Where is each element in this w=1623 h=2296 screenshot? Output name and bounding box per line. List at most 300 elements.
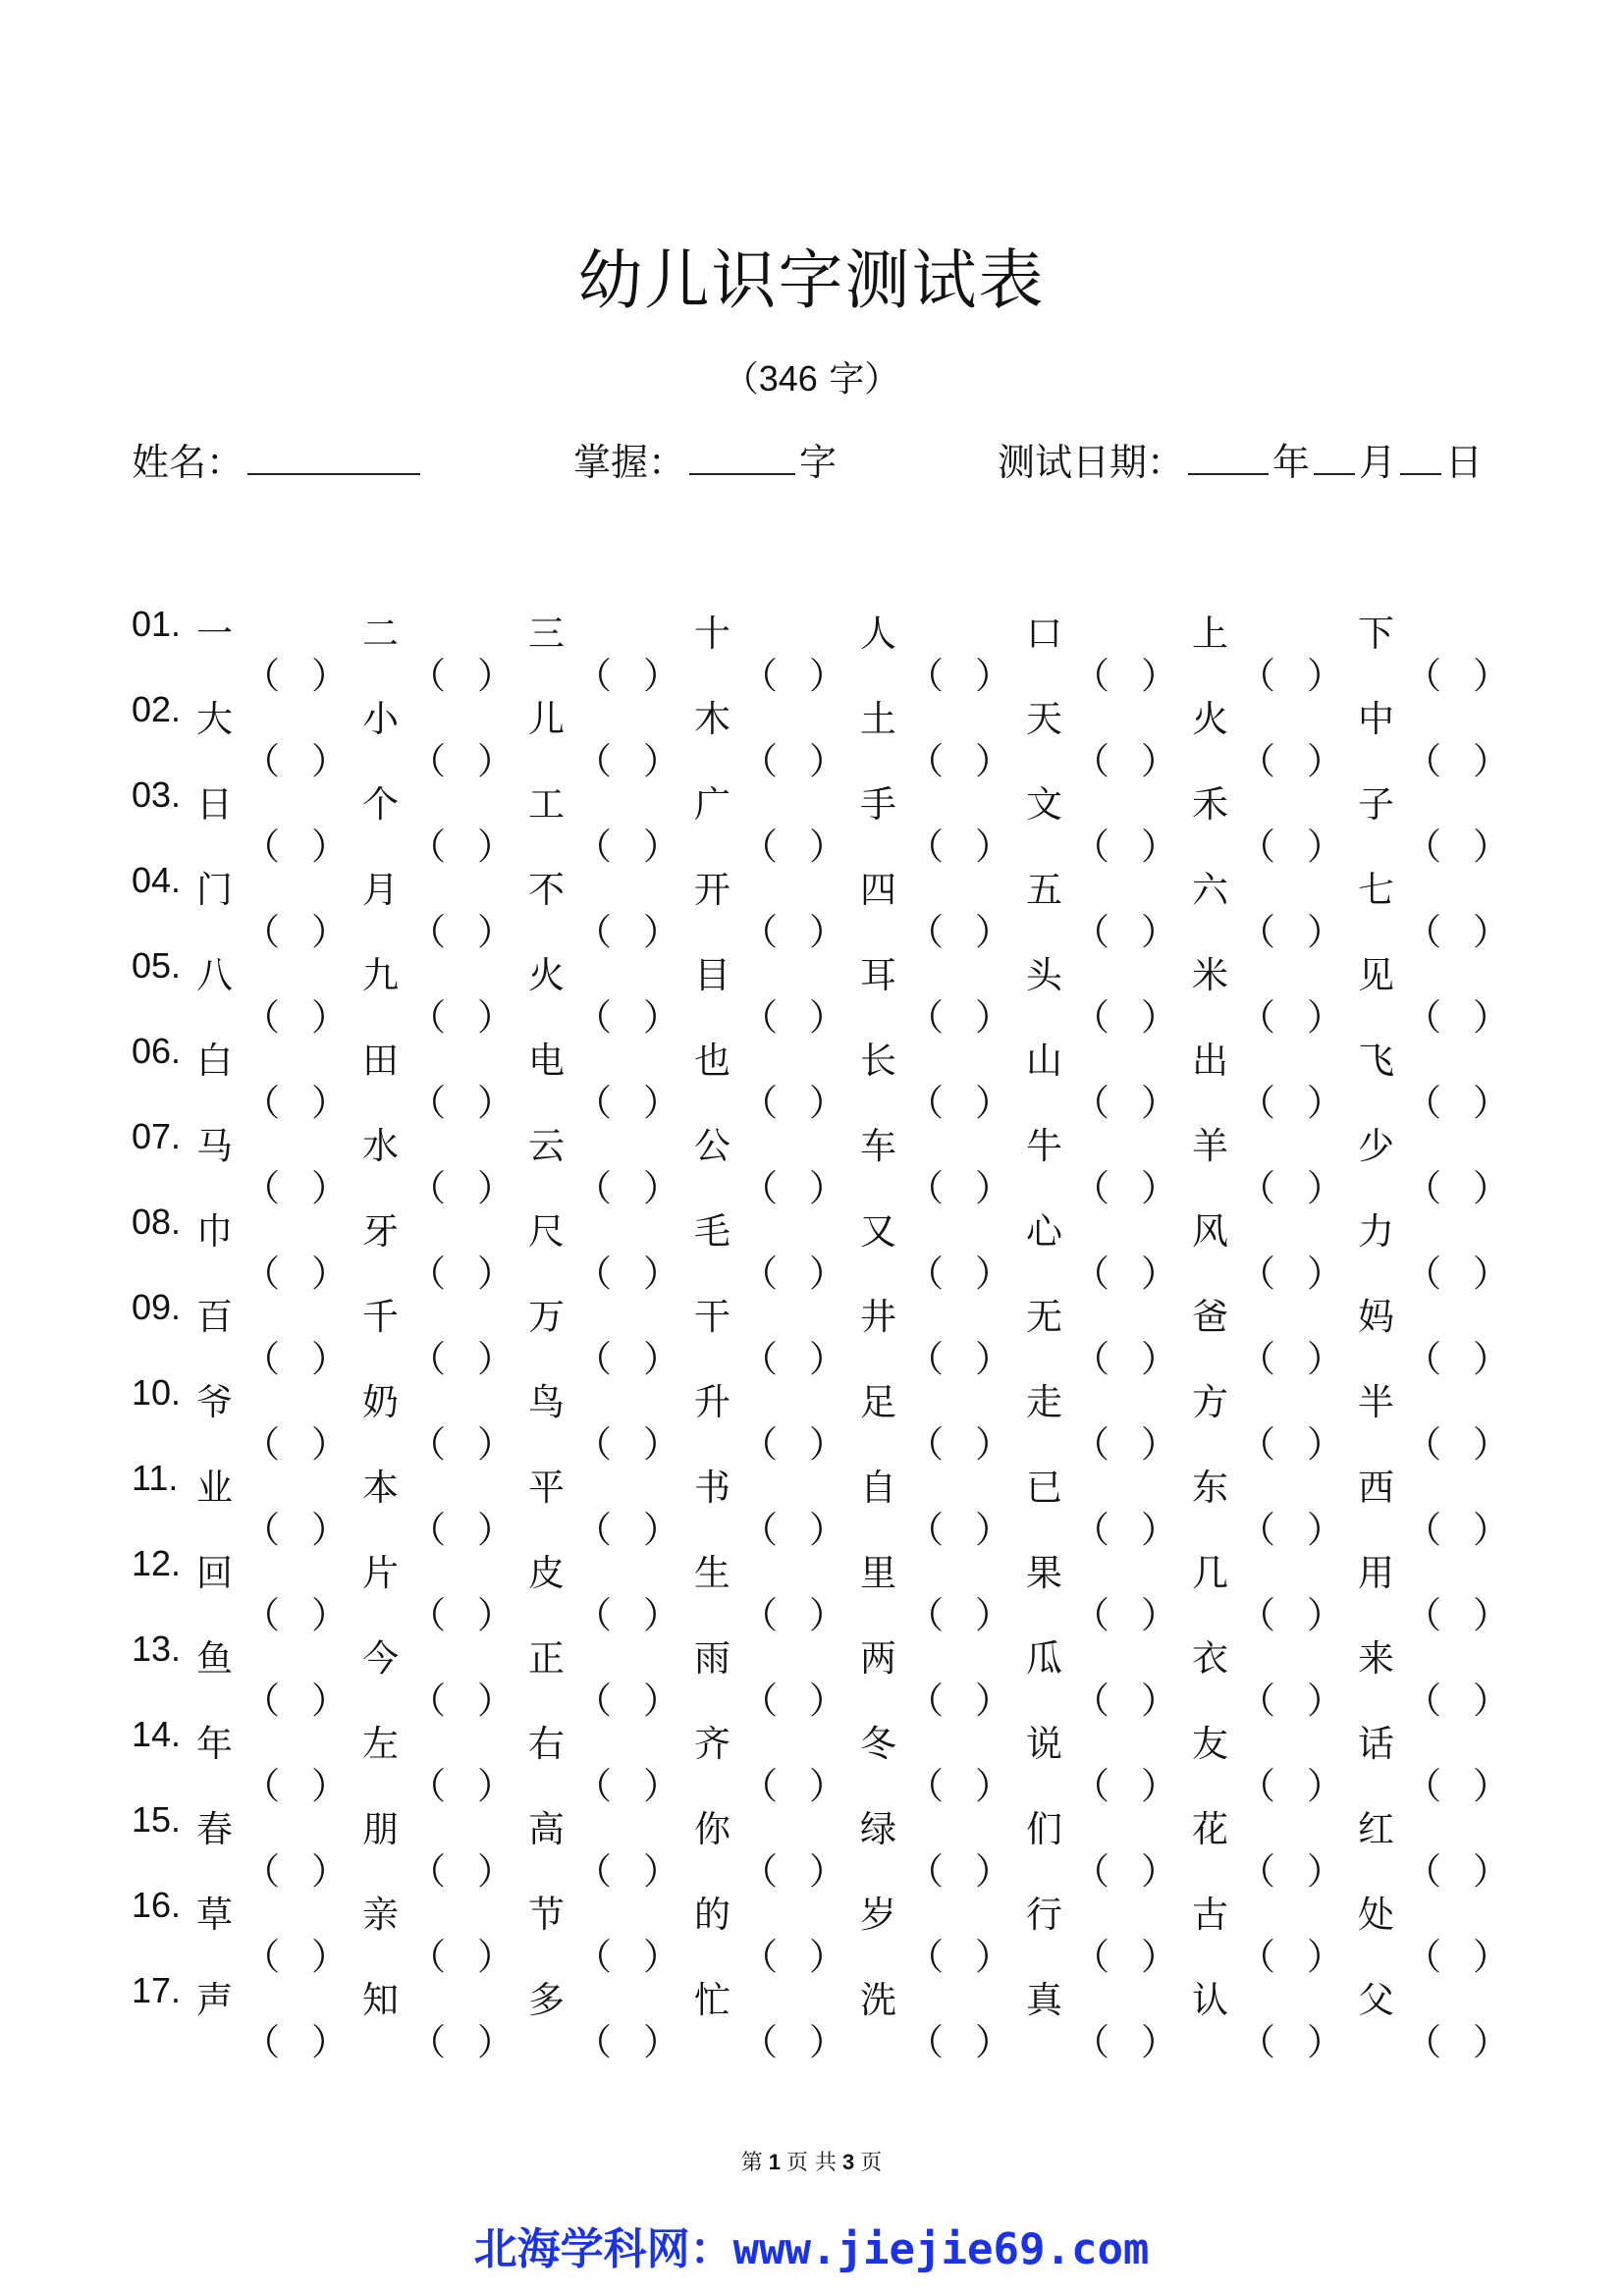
test-character: 大 <box>196 698 233 740</box>
test-character: 真 <box>1026 1979 1062 2021</box>
character-item: 十 （ ） <box>694 604 861 657</box>
character-item: 干 （ ） <box>694 1287 861 1340</box>
test-character: 日 <box>196 783 233 826</box>
test-character: 长 <box>860 1040 896 1082</box>
character-item: 春 （ ） <box>196 1799 363 1852</box>
row-number: 11. <box>132 1458 179 1498</box>
test-character: 妈 <box>1358 1296 1394 1338</box>
test-character: 朋 <box>362 1808 399 1850</box>
test-character: 云 <box>528 1125 565 1167</box>
character-item: 四 （ ） <box>860 860 1027 913</box>
test-character: 千 <box>362 1296 399 1338</box>
test-character: 下 <box>1358 613 1394 655</box>
character-item: 头 （ ） <box>1026 945 1193 998</box>
character-item: 子 （ ） <box>1358 774 1525 828</box>
character-item: 百 （ ） <box>196 1287 363 1340</box>
character-item: 鱼 （ ） <box>196 1629 363 1682</box>
test-character: 冬 <box>860 1723 896 1765</box>
character-item: 方 （ ） <box>1192 1372 1359 1425</box>
info-line <box>132 432 1506 491</box>
character-item: 皮 （ ） <box>528 1543 695 1596</box>
character-item: 齐 （ ） <box>694 1714 861 1767</box>
test-character: 开 <box>694 869 730 911</box>
row-number: 07. <box>132 1116 182 1156</box>
character-item: 口 （ ） <box>1026 604 1193 657</box>
test-character: 风 <box>1192 1210 1228 1253</box>
test-character: 红 <box>1358 1808 1394 1850</box>
character-item: 目 （ ） <box>694 945 861 998</box>
test-character: 禾 <box>1192 783 1228 826</box>
test-character: 火 <box>1192 698 1228 740</box>
test-character: 口 <box>1026 613 1062 655</box>
day-blank[interactable] <box>1400 438 1441 475</box>
test-character: 雨 <box>694 1637 730 1680</box>
row-number: 14. <box>132 1714 182 1754</box>
character-item: 牙 （ ） <box>362 1201 529 1255</box>
row-number: 15. <box>132 1799 182 1840</box>
character-item: 公 （ ） <box>694 1116 861 1169</box>
character-item: 三 （ ） <box>528 604 695 657</box>
row-number: 03. <box>132 774 182 815</box>
test-character: 方 <box>1192 1381 1228 1423</box>
test-character: 片 <box>362 1552 399 1594</box>
character-item: 九 （ ） <box>362 945 529 998</box>
character-item: 工 （ ） <box>528 774 695 828</box>
page-title: 幼儿识字测试表 <box>577 242 1046 318</box>
character-item: 几 （ ） <box>1192 1543 1359 1596</box>
test-character: 生 <box>694 1552 730 1594</box>
test-character: 声 <box>196 1979 233 2021</box>
test-character: 门 <box>196 869 233 911</box>
test-character: 爷 <box>196 1381 233 1423</box>
test-character: 节 <box>528 1894 565 1936</box>
character-item: 古 （ ） <box>1192 1885 1359 1938</box>
test-character: 不 <box>528 869 565 911</box>
test-character: 二 <box>362 613 399 655</box>
character-item: 毛 （ ） <box>694 1201 861 1255</box>
character-item: 长 （ ） <box>860 1031 1027 1084</box>
watermark: 北海学科网：www.jiejie69.com <box>473 2224 1150 2274</box>
character-item: 的 （ ） <box>694 1885 861 1938</box>
character-item: 正 （ ） <box>528 1629 695 1682</box>
character-item: 火 （ ） <box>1192 689 1359 742</box>
test-row <box>132 860 1526 953</box>
test-character: 心 <box>1026 1210 1062 1253</box>
test-character: 的 <box>694 1894 730 1936</box>
character-item: 衣 （ ） <box>1192 1629 1359 1682</box>
test-character: 六 <box>1192 869 1228 911</box>
test-character: 左 <box>362 1723 399 1765</box>
character-item: 又 （ ） <box>860 1201 1027 1255</box>
character-item: 真 （ ） <box>1026 1970 1193 2023</box>
test-character: 年 <box>196 1723 233 1765</box>
test-character: 九 <box>362 954 399 996</box>
character-count: （346 字） <box>723 358 900 400</box>
character-item: 天 （ ） <box>1026 689 1193 742</box>
character-item: 里 （ ） <box>860 1543 1027 1596</box>
test-row <box>132 1629 1526 1722</box>
row-number: 17. <box>132 1970 182 2010</box>
test-character: 本 <box>362 1467 399 1509</box>
character-item: 心 （ ） <box>1026 1201 1193 1255</box>
test-character: 山 <box>1026 1040 1062 1082</box>
test-character: 忙 <box>694 1979 730 2021</box>
test-character: 一 <box>196 613 233 655</box>
test-character: 子 <box>1358 783 1394 826</box>
character-item: 瓜 （ ） <box>1026 1629 1193 1682</box>
character-item: 高 （ ） <box>528 1799 695 1852</box>
mastery-field: 掌握： 字 <box>573 432 837 486</box>
character-item: 自 （ ） <box>860 1458 1027 1511</box>
row-number: 08. <box>132 1201 182 1242</box>
character-item: 耳 （ ） <box>860 945 1027 998</box>
test-character: 足 <box>860 1381 896 1423</box>
test-row <box>132 774 1526 868</box>
test-character: 鸟 <box>528 1381 565 1423</box>
test-character: 已 <box>1026 1467 1062 1509</box>
character-item: 木 （ ） <box>694 689 861 742</box>
character-item: 花 （ ） <box>1192 1799 1359 1852</box>
character-item: 万 （ ） <box>528 1287 695 1340</box>
character-item: 牛 （ ） <box>1026 1116 1193 1169</box>
test-character: 马 <box>196 1125 233 1167</box>
character-item: 见 （ ） <box>1358 945 1525 998</box>
test-row <box>132 1031 1526 1124</box>
character-item: 井 （ ） <box>860 1287 1027 1340</box>
row-number: 13. <box>132 1629 182 1669</box>
test-character: 话 <box>1358 1723 1394 1765</box>
test-character: 自 <box>860 1467 896 1509</box>
row-number: 10. <box>132 1372 182 1413</box>
test-character: 认 <box>1192 1979 1228 2021</box>
character-item: 亲 （ ） <box>362 1885 529 1938</box>
test-character: 文 <box>1026 783 1062 826</box>
test-character: 牛 <box>1026 1125 1062 1167</box>
test-character: 古 <box>1192 1894 1228 1936</box>
character-item: 尺 （ ） <box>528 1201 695 1255</box>
character-item: 一 （ ） <box>196 604 363 657</box>
test-character: 绿 <box>860 1808 896 1850</box>
character-item: 节 （ ） <box>528 1885 695 1938</box>
character-item: 马 （ ） <box>196 1116 363 1169</box>
character-item: 雨 （ ） <box>694 1629 861 1682</box>
character-item: 千 （ ） <box>362 1287 529 1340</box>
character-item: 禾 （ ） <box>1192 774 1359 828</box>
test-row <box>132 689 1526 782</box>
test-character: 田 <box>362 1040 399 1082</box>
test-character: 头 <box>1026 954 1062 996</box>
test-character: 万 <box>528 1296 565 1338</box>
character-item: 知 （ ） <box>362 1970 529 2023</box>
test-row <box>132 1714 1526 1807</box>
test-character: 东 <box>1192 1467 1228 1509</box>
character-item: 回 （ ） <box>196 1543 363 1596</box>
test-character: 友 <box>1192 1723 1228 1765</box>
test-character: 书 <box>694 1467 730 1509</box>
character-item: 处 （ ） <box>1358 1885 1525 1938</box>
test-character: 正 <box>528 1637 565 1680</box>
character-item: 果 （ ） <box>1026 1543 1193 1596</box>
character-item: 友 （ ） <box>1192 1714 1359 1767</box>
test-character: 升 <box>694 1381 730 1423</box>
test-character: 公 <box>694 1125 730 1167</box>
test-character: 用 <box>1358 1552 1394 1594</box>
test-character: 又 <box>860 1210 896 1253</box>
character-item: 多 （ ） <box>528 1970 695 2023</box>
test-character: 亲 <box>362 1894 399 1936</box>
character-item: 西 （ ） <box>1358 1458 1525 1511</box>
test-character: 爸 <box>1192 1296 1228 1338</box>
test-row <box>132 1372 1526 1466</box>
character-item: 妈 （ ） <box>1358 1287 1525 1340</box>
character-item: 洗 （ ） <box>860 1970 1027 2023</box>
test-row <box>132 1287 1526 1380</box>
test-character: 走 <box>1026 1381 1062 1423</box>
character-item: 少 （ ） <box>1358 1116 1525 1169</box>
character-item: 来 （ ） <box>1358 1629 1525 1682</box>
test-character: 草 <box>196 1894 233 1936</box>
test-character: 小 <box>362 698 399 740</box>
character-item: 奶 （ ） <box>362 1372 529 1425</box>
test-character: 月 <box>362 869 399 911</box>
character-item: 说 （ ） <box>1026 1714 1193 1767</box>
character-item: 父 （ ） <box>1358 1970 1525 2023</box>
character-item: 左 （ ） <box>362 1714 529 1767</box>
test-character: 三 <box>528 613 565 655</box>
character-item: 声 （ ） <box>196 1970 363 2023</box>
character-item: 认 （ ） <box>1192 1970 1359 2023</box>
test-character: 瓜 <box>1026 1637 1062 1680</box>
test-character: 几 <box>1192 1552 1228 1594</box>
character-test-grid <box>132 604 1526 2063</box>
test-character: 奶 <box>362 1381 399 1423</box>
test-character: 井 <box>860 1296 896 1338</box>
test-date-field: 测试日期： 年 月 日 <box>998 432 1483 486</box>
test-row <box>132 1116 1526 1209</box>
test-character: 里 <box>860 1552 896 1594</box>
row-number: 06. <box>132 1031 182 1071</box>
character-item: 儿 （ ） <box>528 689 695 742</box>
test-character: 出 <box>1192 1040 1228 1082</box>
test-row <box>132 1201 1526 1295</box>
test-character: 处 <box>1358 1894 1394 1936</box>
character-item: 风 （ ） <box>1192 1201 1359 1255</box>
test-character: 见 <box>1358 954 1394 996</box>
test-character: 八 <box>196 954 233 996</box>
character-item: 六 （ ） <box>1192 860 1359 913</box>
character-item: 年 （ ） <box>196 1714 363 1767</box>
name-field: 姓名： <box>132 432 424 486</box>
test-row <box>132 1543 1526 1636</box>
character-item: 手 （ ） <box>860 774 1027 828</box>
test-row <box>132 1970 1526 2063</box>
year-blank[interactable] <box>1188 438 1269 475</box>
character-item: 出 （ ） <box>1192 1031 1359 1084</box>
mastery-blank[interactable] <box>689 438 795 475</box>
character-item: 生 （ ） <box>694 1543 861 1596</box>
test-character: 花 <box>1192 1808 1228 1850</box>
test-character: 来 <box>1358 1637 1394 1680</box>
test-character: 木 <box>694 698 730 740</box>
character-item: 无 （ ） <box>1026 1287 1193 1340</box>
test-character: 五 <box>1026 869 1062 911</box>
character-item: 不 （ ） <box>528 860 695 913</box>
character-item: 冬 （ ） <box>860 1714 1027 1767</box>
test-character: 无 <box>1026 1296 1062 1338</box>
character-item: 也 （ ） <box>694 1031 861 1084</box>
character-item: 行 （ ） <box>1026 1885 1193 1938</box>
test-character: 皮 <box>528 1552 565 1594</box>
character-item: 书 （ ） <box>694 1458 861 1511</box>
test-character: 米 <box>1192 954 1228 996</box>
row-number: 02. <box>132 689 182 729</box>
test-character: 春 <box>196 1808 233 1850</box>
character-item: 今 （ ） <box>362 1629 529 1682</box>
test-character: 半 <box>1358 1381 1394 1423</box>
month-blank[interactable] <box>1314 438 1355 475</box>
character-item: 土 （ ） <box>860 689 1027 742</box>
character-item: 水 （ ） <box>362 1116 529 1169</box>
test-character: 七 <box>1358 869 1394 911</box>
character-item: 个 （ ） <box>362 774 529 828</box>
test-character: 少 <box>1358 1125 1394 1167</box>
character-item: 半 （ ） <box>1358 1372 1525 1425</box>
character-item: 八 （ ） <box>196 945 363 998</box>
test-character: 业 <box>196 1467 233 1509</box>
test-character: 你 <box>694 1808 730 1850</box>
test-row <box>132 945 1526 1039</box>
character-item: 右 （ ） <box>528 1714 695 1767</box>
test-row <box>132 1885 1526 1978</box>
test-character: 牙 <box>362 1210 399 1253</box>
character-item: 白 （ ） <box>196 1031 363 1084</box>
character-item: 升 （ ） <box>694 1372 861 1425</box>
character-item: 电 （ ） <box>528 1031 695 1084</box>
character-item: 红 （ ） <box>1358 1799 1525 1852</box>
character-item: 五 （ ） <box>1026 860 1193 913</box>
test-character: 今 <box>362 1637 399 1680</box>
test-character: 毛 <box>694 1210 730 1253</box>
page-footer: 第 1 页 共 3 页 <box>740 2150 883 2175</box>
name-blank[interactable] <box>247 438 420 475</box>
character-item: 山 （ ） <box>1026 1031 1193 1084</box>
test-character: 百 <box>196 1296 233 1338</box>
character-item: 片 （ ） <box>362 1543 529 1596</box>
test-character: 巾 <box>196 1210 233 1253</box>
character-item: 人 （ ） <box>860 604 1027 657</box>
character-item: 门 （ ） <box>196 860 363 913</box>
character-item: 草 （ ） <box>196 1885 363 1938</box>
test-character: 白 <box>196 1040 233 1082</box>
test-character: 飞 <box>1358 1040 1394 1082</box>
test-character: 广 <box>694 783 730 826</box>
test-row <box>132 604 1526 697</box>
character-item: 业 （ ） <box>196 1458 363 1511</box>
test-character: 个 <box>362 783 399 826</box>
character-item: 们 （ ） <box>1026 1799 1193 1852</box>
row-number: 12. <box>132 1543 182 1583</box>
character-item: 话 （ ） <box>1358 1714 1525 1767</box>
character-item: 云 （ ） <box>528 1116 695 1169</box>
character-item: 走 （ ） <box>1026 1372 1193 1425</box>
character-item: 开 （ ） <box>694 860 861 913</box>
character-item: 忙 （ ） <box>694 1970 861 2023</box>
test-character: 齐 <box>694 1723 730 1765</box>
test-character: 鱼 <box>196 1637 233 1680</box>
test-character: 知 <box>362 1979 399 2021</box>
character-item: 爷 （ ） <box>196 1372 363 1425</box>
test-character: 们 <box>1026 1808 1062 1850</box>
test-character: 也 <box>694 1040 730 1082</box>
character-item: 巾 （ ） <box>196 1201 363 1255</box>
character-item: 米 （ ） <box>1192 945 1359 998</box>
character-item: 足 （ ） <box>860 1372 1027 1425</box>
character-item: 二 （ ） <box>362 604 529 657</box>
test-character: 上 <box>1192 613 1228 655</box>
character-item: 鸟 （ ） <box>528 1372 695 1425</box>
test-character: 两 <box>860 1637 896 1680</box>
test-character: 水 <box>362 1125 399 1167</box>
test-character: 行 <box>1026 1894 1062 1936</box>
test-character: 十 <box>694 613 730 655</box>
character-item: 火 （ ） <box>528 945 695 998</box>
test-character: 多 <box>528 1979 565 2021</box>
character-item: 绿 （ ） <box>860 1799 1027 1852</box>
character-item: 上 （ ） <box>1192 604 1359 657</box>
character-item: 广 （ ） <box>694 774 861 828</box>
test-character: 中 <box>1358 698 1394 740</box>
character-item: 东 （ ） <box>1192 1458 1359 1511</box>
test-character: 天 <box>1026 698 1062 740</box>
character-item: 羊 （ ） <box>1192 1116 1359 1169</box>
test-character: 右 <box>528 1723 565 1765</box>
row-number: 04. <box>132 860 182 900</box>
character-item: 已 （ ） <box>1026 1458 1193 1511</box>
test-character: 西 <box>1358 1467 1394 1509</box>
test-row <box>132 1799 1526 1893</box>
test-row <box>132 1458 1526 1551</box>
test-character: 人 <box>860 613 896 655</box>
character-item: 小 （ ） <box>362 689 529 742</box>
row-number: 16. <box>132 1885 182 1925</box>
character-item: 田 （ ） <box>362 1031 529 1084</box>
character-item: 大 （ ） <box>196 689 363 742</box>
character-item: 岁 （ ） <box>860 1885 1027 1938</box>
test-character: 手 <box>860 783 896 826</box>
character-item: 文 （ ） <box>1026 774 1193 828</box>
test-character: 车 <box>860 1125 896 1167</box>
test-character: 回 <box>196 1552 233 1594</box>
character-item: 你 （ ） <box>694 1799 861 1852</box>
row-number: 09. <box>132 1287 182 1327</box>
character-item: 朋 （ ） <box>362 1799 529 1852</box>
character-item: 下 （ ） <box>1358 604 1525 657</box>
test-character: 衣 <box>1192 1637 1228 1680</box>
character-item: 平 （ ） <box>528 1458 695 1511</box>
test-character: 儿 <box>528 698 565 740</box>
row-number: 01. <box>132 604 182 644</box>
test-character: 电 <box>528 1040 565 1082</box>
test-character: 四 <box>860 869 896 911</box>
character-item: 中 （ ） <box>1358 689 1525 742</box>
test-character: 平 <box>528 1467 565 1509</box>
character-item: 用 （ ） <box>1358 1543 1525 1596</box>
test-character: 父 <box>1358 1979 1394 2021</box>
character-item: 力 （ ） <box>1358 1201 1525 1255</box>
test-character: 土 <box>860 698 896 740</box>
test-character: 羊 <box>1192 1125 1228 1167</box>
test-character: 工 <box>528 783 565 826</box>
